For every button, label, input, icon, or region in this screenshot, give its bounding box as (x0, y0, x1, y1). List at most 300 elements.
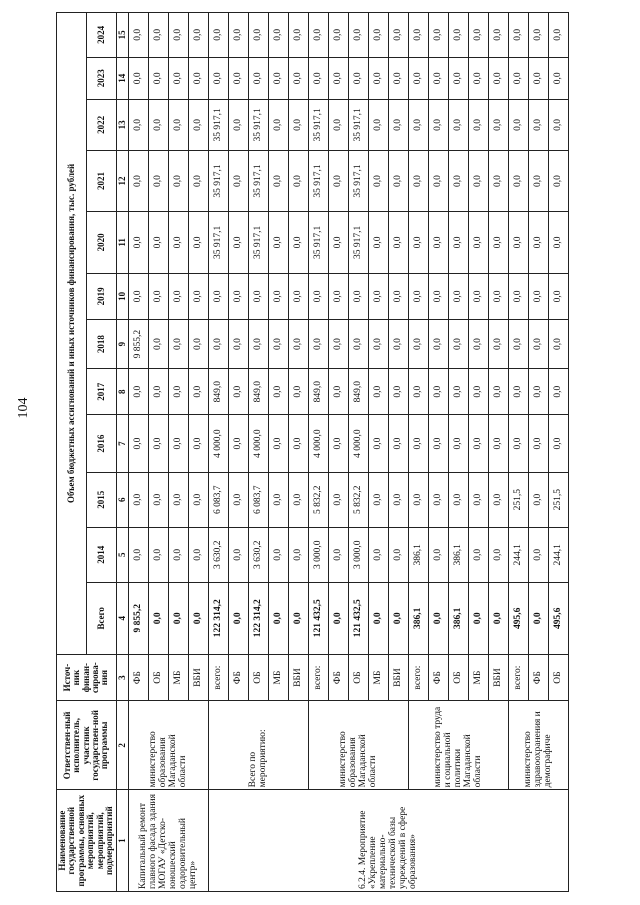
value-cell: 0,0 (489, 415, 509, 472)
value-cell: 0,0 (529, 99, 549, 150)
value-cell: 0,0 (469, 368, 489, 415)
value-cell: 35 917,1 (249, 99, 269, 150)
value-cell: 35 917,1 (209, 150, 229, 211)
value-cell: 0,0 (309, 13, 329, 58)
value-cell: 0,0 (449, 472, 469, 527)
value-cell: 0,0 (289, 415, 309, 472)
value-cell: 0,0 (509, 212, 529, 273)
total-cell: 0,0 (269, 582, 289, 654)
value-cell: 0,0 (189, 57, 209, 99)
value-cell: 0,0 (269, 212, 289, 273)
value-cell: 0,0 (429, 273, 449, 320)
value-cell: 0,0 (489, 472, 509, 527)
value-cell: 0,0 (489, 527, 509, 582)
value-cell: 0,0 (129, 57, 149, 99)
value-cell: 0,0 (289, 99, 309, 150)
value-cell: 0,0 (149, 527, 169, 582)
value-cell: 0,0 (209, 273, 229, 320)
value-cell: 4 000,0 (209, 415, 229, 472)
column-index: 8 (116, 368, 128, 415)
value-cell: 0,0 (469, 13, 489, 58)
header-year: 2017 (86, 368, 116, 415)
value-cell: 0,0 (309, 57, 329, 99)
value-cell: 35 917,1 (249, 212, 269, 273)
value-cell: 0,0 (269, 150, 289, 211)
value-cell: 0,0 (489, 150, 509, 211)
value-cell: 0,0 (329, 472, 349, 527)
value-cell: 0,0 (349, 13, 369, 58)
value-cell: 0,0 (169, 527, 189, 582)
value-cell: 0,0 (429, 320, 449, 369)
source-cell: всего: (209, 654, 229, 701)
column-index: 6 (116, 472, 128, 527)
value-cell: 0,0 (229, 57, 249, 99)
value-cell: 0,0 (189, 99, 209, 150)
value-cell: 0,0 (549, 150, 569, 211)
value-cell: 0,0 (249, 13, 269, 58)
value-cell: 386,1 (409, 527, 429, 582)
value-cell: 0,0 (329, 150, 349, 211)
total-cell: 386,1 (449, 582, 469, 654)
source-cell: ОБ (549, 654, 569, 701)
value-cell: 0,0 (269, 320, 289, 369)
value-cell: 0,0 (289, 273, 309, 320)
value-cell: 0,0 (469, 415, 489, 472)
value-cell: 35 917,1 (309, 212, 329, 273)
value-cell: 0,0 (389, 150, 409, 211)
source-cell: ВБИ (389, 654, 409, 701)
source-cell: ФБ (229, 654, 249, 701)
total-cell: 0,0 (149, 582, 169, 654)
value-cell: 0,0 (169, 99, 189, 150)
value-cell: 0,0 (229, 150, 249, 211)
value-cell: 0,0 (549, 273, 569, 320)
value-cell: 0,0 (389, 273, 409, 320)
value-cell: 0,0 (409, 150, 429, 211)
value-cell: 0,0 (529, 150, 549, 211)
value-cell: 0,0 (469, 99, 489, 150)
value-cell: 849,0 (349, 368, 369, 415)
value-cell: 0,0 (229, 273, 249, 320)
total-cell: 0,0 (369, 582, 389, 654)
value-cell: 0,0 (149, 150, 169, 211)
value-cell: 0,0 (529, 13, 549, 58)
value-cell: 0,0 (369, 320, 389, 369)
value-cell: 0,0 (209, 13, 229, 58)
source-cell: ОБ (249, 654, 269, 701)
value-cell: 0,0 (189, 472, 209, 527)
value-cell: 4 000,0 (309, 415, 329, 472)
total-cell: 9 855,2 (129, 582, 149, 654)
value-cell: 5 832,2 (309, 472, 329, 527)
value-cell: 0,0 (369, 368, 389, 415)
value-cell: 0,0 (269, 472, 289, 527)
value-cell: 0,0 (129, 527, 149, 582)
column-index: 15 (116, 13, 128, 58)
value-cell: 0,0 (509, 99, 529, 150)
value-cell: 0,0 (369, 527, 389, 582)
value-cell: 0,0 (269, 57, 289, 99)
value-cell: 0,0 (129, 368, 149, 415)
value-cell: 0,0 (509, 368, 529, 415)
value-cell: 0,0 (129, 13, 149, 58)
rotated-table-container (56, 12, 624, 892)
value-cell: 0,0 (449, 99, 469, 150)
total-cell: 386,1 (409, 582, 429, 654)
value-cell: 0,0 (509, 57, 529, 99)
value-cell: 0,0 (189, 415, 209, 472)
header-year: 2022 (86, 99, 116, 150)
value-cell: 0,0 (149, 212, 169, 273)
value-cell: 0,0 (289, 320, 309, 369)
value-cell: 0,0 (329, 99, 349, 150)
value-cell: 0,0 (269, 527, 289, 582)
total-cell: 495,6 (509, 582, 529, 654)
value-cell: 0,0 (149, 57, 169, 99)
value-cell: 0,0 (229, 415, 249, 472)
value-cell: 0,0 (209, 57, 229, 99)
value-cell: 0,0 (349, 57, 369, 99)
value-cell: 35 917,1 (349, 150, 369, 211)
value-cell: 0,0 (549, 212, 569, 273)
value-cell: 0,0 (489, 57, 509, 99)
value-cell: 0,0 (469, 527, 489, 582)
value-cell: 0,0 (549, 57, 569, 99)
total-cell: 0,0 (329, 582, 349, 654)
column-index: 5 (116, 527, 128, 582)
header-responsible: Ответствен-ный исполнитель, участник государствен-ной программы (57, 701, 117, 790)
value-cell: 35 917,1 (209, 99, 229, 150)
source-cell: всего: (409, 654, 429, 701)
responsible-name: министерство труда и социальной политики Магаданской области (409, 701, 509, 790)
value-cell: 0,0 (269, 415, 289, 472)
value-cell: 244,1 (509, 527, 529, 582)
value-cell: 251,5 (549, 472, 569, 527)
value-cell: 0,0 (229, 527, 249, 582)
value-cell: 0,0 (529, 320, 549, 369)
value-cell: 0,0 (329, 13, 349, 58)
source-cell: ВБИ (289, 654, 309, 701)
value-cell: 0,0 (429, 99, 449, 150)
value-cell: 0,0 (129, 212, 149, 273)
value-cell: 0,0 (429, 57, 449, 99)
value-cell: 0,0 (229, 99, 249, 150)
value-cell: 35 917,1 (209, 212, 229, 273)
source-cell: МБ (269, 654, 289, 701)
value-cell: 0,0 (169, 273, 189, 320)
value-cell: 0,0 (449, 57, 469, 99)
value-cell: 0,0 (489, 273, 509, 320)
value-cell: 0,0 (549, 99, 569, 150)
value-cell: 3 630,2 (209, 527, 229, 582)
value-cell: 0,0 (369, 57, 389, 99)
value-cell: 0,0 (389, 57, 409, 99)
value-cell: 251,5 (509, 472, 529, 527)
value-cell: 0,0 (389, 212, 409, 273)
value-cell: 0,0 (289, 150, 309, 211)
source-cell: ВБИ (489, 654, 509, 701)
value-cell: 0,0 (549, 415, 569, 472)
value-cell: 0,0 (549, 368, 569, 415)
column-index: 13 (116, 99, 128, 150)
total-cell: 0,0 (489, 582, 509, 654)
value-cell: 6 083,7 (249, 472, 269, 527)
value-cell: 0,0 (449, 368, 469, 415)
value-cell: 0,0 (249, 320, 269, 369)
value-cell: 3 000,0 (349, 527, 369, 582)
source-cell: ФБ (129, 654, 149, 701)
table-row (129, 13, 149, 892)
value-cell: 35 917,1 (249, 150, 269, 211)
value-cell: 0,0 (189, 150, 209, 211)
value-cell: 0,0 (369, 273, 389, 320)
value-cell: 0,0 (149, 13, 169, 58)
value-cell: 0,0 (129, 99, 149, 150)
value-cell: 35 917,1 (309, 150, 329, 211)
value-cell: 849,0 (309, 368, 329, 415)
value-cell: 0,0 (449, 415, 469, 472)
value-cell: 0,0 (309, 273, 329, 320)
page-number: 104 (16, 397, 31, 419)
value-cell: 0,0 (429, 212, 449, 273)
value-cell: 0,0 (469, 472, 489, 527)
value-cell: 0,0 (409, 99, 429, 150)
source-cell: ОБ (149, 654, 169, 701)
value-cell: 0,0 (289, 527, 309, 582)
column-index: 12 (116, 150, 128, 211)
column-index: 14 (116, 57, 128, 99)
value-cell: 0,0 (309, 320, 329, 369)
value-cell: 0,0 (509, 273, 529, 320)
value-cell: 0,0 (529, 415, 549, 472)
value-cell: 0,0 (389, 415, 409, 472)
value-cell: 0,0 (169, 212, 189, 273)
value-cell: 0,0 (329, 212, 349, 273)
value-cell: 0,0 (149, 472, 169, 527)
value-cell: 0,0 (449, 13, 469, 58)
value-cell: 0,0 (129, 273, 149, 320)
header-year: 2015 (86, 472, 116, 527)
value-cell: 0,0 (169, 368, 189, 415)
value-cell: 35 917,1 (309, 99, 329, 150)
value-cell: 0,0 (489, 13, 509, 58)
header-year: 2014 (86, 527, 116, 582)
value-cell: 0,0 (329, 273, 349, 320)
value-cell: 386,1 (449, 527, 469, 582)
value-cell: 35 917,1 (349, 99, 369, 150)
column-index: 7 (116, 415, 128, 472)
value-cell: 0,0 (469, 150, 489, 211)
value-cell: 0,0 (529, 212, 549, 273)
table-row (209, 13, 229, 892)
value-cell: 0,0 (429, 368, 449, 415)
value-cell: 0,0 (129, 150, 149, 211)
value-cell: 0,0 (289, 13, 309, 58)
header-source: Источ-ник финан-сирова-ния (57, 654, 117, 701)
value-cell: 0,0 (509, 13, 529, 58)
header-year: 2023 (86, 57, 116, 99)
value-cell: 0,0 (229, 472, 249, 527)
total-cell: 0,0 (289, 582, 309, 654)
value-cell: 0,0 (389, 320, 409, 369)
value-cell: 0,0 (409, 320, 429, 369)
value-cell: 0,0 (409, 13, 429, 58)
total-cell: 121 432,5 (349, 582, 369, 654)
value-cell: 0,0 (409, 57, 429, 99)
program-name: Капитальный ремонт главного фасада здания МОГАУ «Детско-юношеский оздоровительный центр» (129, 790, 209, 892)
value-cell: 0,0 (329, 368, 349, 415)
value-cell: 4 000,0 (249, 415, 269, 472)
value-cell: 0,0 (329, 527, 349, 582)
value-cell: 0,0 (129, 415, 149, 472)
value-cell: 0,0 (169, 57, 189, 99)
column-index: 3 (116, 654, 128, 701)
value-cell: 0,0 (269, 13, 289, 58)
value-cell: 0,0 (389, 99, 409, 150)
value-cell: 0,0 (549, 13, 569, 58)
value-cell: 0,0 (189, 212, 209, 273)
value-cell: 0,0 (509, 150, 529, 211)
value-cell: 849,0 (249, 368, 269, 415)
column-index: 11 (116, 212, 128, 273)
value-cell: 0,0 (389, 527, 409, 582)
responsible-name: министерство здравоохранения и демографиче (509, 701, 569, 790)
source-cell: ФБ (329, 654, 349, 701)
value-cell: 0,0 (549, 320, 569, 369)
column-index: 2 (116, 701, 128, 790)
value-cell: 0,0 (509, 415, 529, 472)
column-index: 10 (116, 273, 128, 320)
value-cell: 0,0 (269, 368, 289, 415)
value-cell: 0,0 (449, 320, 469, 369)
total-cell: 0,0 (389, 582, 409, 654)
value-cell: 0,0 (369, 212, 389, 273)
column-index-row (116, 13, 128, 892)
header-year: 2024 (86, 13, 116, 58)
responsible-name: министерство образования Магаданской области (309, 701, 409, 790)
value-cell: 0,0 (409, 273, 429, 320)
value-cell: 9 855,2 (129, 320, 149, 369)
value-cell: 0,0 (389, 13, 409, 58)
responsible-name: Всего по мероприятию: (209, 701, 309, 790)
value-cell: 35 917,1 (349, 212, 369, 273)
value-cell: 0,0 (409, 415, 429, 472)
value-cell: 0,0 (329, 57, 349, 99)
value-cell: 244,1 (549, 527, 569, 582)
funding-table (56, 12, 569, 892)
value-cell: 0,0 (489, 368, 509, 415)
header-year: 2019 (86, 273, 116, 320)
value-cell: 0,0 (509, 320, 529, 369)
value-cell: 0,0 (269, 273, 289, 320)
value-cell: 0,0 (269, 99, 289, 150)
value-cell: 0,0 (329, 415, 349, 472)
value-cell: 0,0 (149, 415, 169, 472)
source-cell: ОБ (449, 654, 469, 701)
value-cell: 0,0 (409, 212, 429, 273)
value-cell: 0,0 (189, 527, 209, 582)
source-cell: ВБИ (189, 654, 209, 701)
document-page (56, 12, 624, 892)
source-cell: всего: (509, 654, 529, 701)
value-cell: 0,0 (349, 273, 369, 320)
value-cell: 0,0 (229, 212, 249, 273)
value-cell: 0,0 (429, 527, 449, 582)
value-cell: 0,0 (209, 320, 229, 369)
value-cell: 0,0 (369, 415, 389, 472)
total-cell: 121 432,5 (309, 582, 329, 654)
column-index: 1 (116, 790, 128, 892)
value-cell: 0,0 (129, 472, 149, 527)
total-cell: 495,6 (549, 582, 569, 654)
value-cell: 0,0 (449, 150, 469, 211)
header-year: 2018 (86, 320, 116, 369)
value-cell: 0,0 (149, 368, 169, 415)
table-row (409, 13, 429, 892)
value-cell: 0,0 (289, 212, 309, 273)
value-cell: 0,0 (429, 13, 449, 58)
value-cell: 0,0 (289, 472, 309, 527)
header-program: Наименование государственной программы, основных мероприятий, мероприятий, подмероприятий (57, 790, 117, 892)
value-cell: 0,0 (409, 472, 429, 527)
value-cell: 0,0 (489, 320, 509, 369)
total-cell: 0,0 (229, 582, 249, 654)
source-cell: МБ (469, 654, 489, 701)
program-name: 6.2.4. Мероприятие «Укрепление материально-технической базы учреждений в сфере образования» (209, 790, 569, 892)
value-cell: 0,0 (329, 320, 349, 369)
value-cell: 0,0 (449, 212, 469, 273)
source-cell: ФБ (529, 654, 549, 701)
value-cell: 0,0 (229, 320, 249, 369)
total-cell: 0,0 (169, 582, 189, 654)
value-cell: 0,0 (389, 368, 409, 415)
value-cell: 0,0 (389, 472, 409, 527)
value-cell: 3 000,0 (309, 527, 329, 582)
responsible-name: министерство образования Магаданской области (129, 701, 209, 790)
value-cell: 0,0 (189, 320, 209, 369)
value-cell: 0,0 (369, 472, 389, 527)
header-year: 2021 (86, 150, 116, 211)
value-cell: 0,0 (369, 13, 389, 58)
value-cell: 0,0 (489, 212, 509, 273)
value-cell: 0,0 (169, 415, 189, 472)
value-cell: 0,0 (149, 99, 169, 150)
table-row (309, 13, 329, 892)
value-cell: 0,0 (189, 13, 209, 58)
header-year: Всего (86, 582, 116, 654)
value-cell: 0,0 (469, 212, 489, 273)
source-cell: ОБ (349, 654, 369, 701)
source-cell: ФБ (429, 654, 449, 701)
value-cell: 0,0 (169, 320, 189, 369)
value-cell: 0,0 (149, 273, 169, 320)
value-cell: 0,0 (529, 368, 549, 415)
value-cell: 0,0 (449, 273, 469, 320)
value-cell: 0,0 (429, 150, 449, 211)
value-cell: 0,0 (249, 57, 269, 99)
value-cell: 0,0 (429, 472, 449, 527)
value-cell: 0,0 (529, 472, 549, 527)
value-cell: 0,0 (229, 368, 249, 415)
total-cell: 122 314,2 (209, 582, 229, 654)
header-year: 2016 (86, 415, 116, 472)
value-cell: 0,0 (369, 99, 389, 150)
total-cell: 0,0 (429, 582, 449, 654)
value-cell: 0,0 (249, 273, 269, 320)
value-cell: 0,0 (349, 320, 369, 369)
value-cell: 0,0 (189, 368, 209, 415)
value-cell: 5 832,2 (349, 472, 369, 527)
